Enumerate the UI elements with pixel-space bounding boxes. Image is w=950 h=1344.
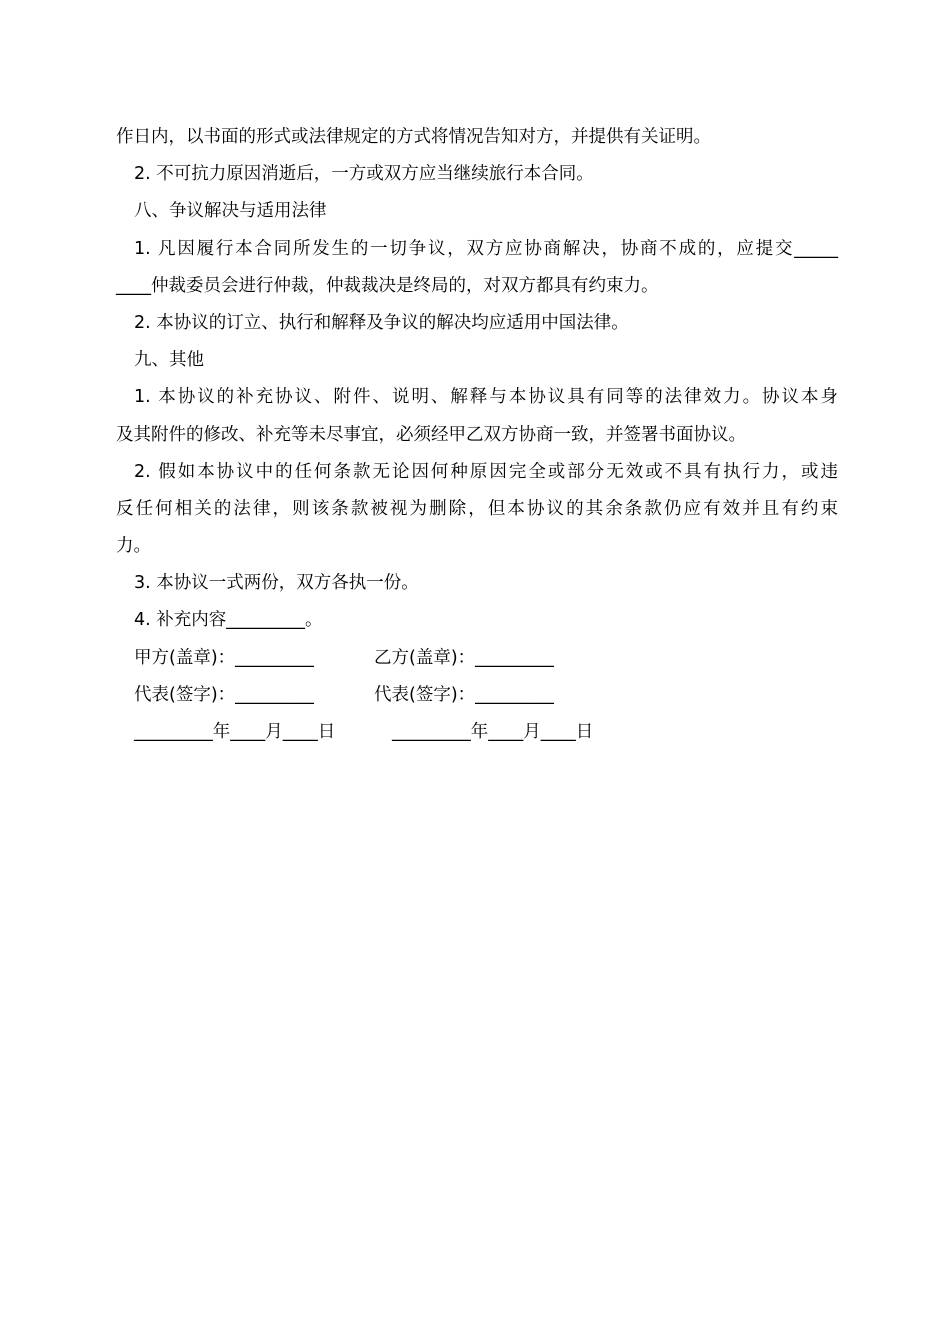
paragraph-line: 1. 本协议的补充协议、附件、说明、解释与本协议具有同等的法律效力。协议本身	[134, 387, 838, 408]
paragraph-line: 及其附件的修改、补充等未尽事宜，必须经甲乙双方协商一致，并签署书面协议。	[116, 424, 746, 445]
party-b-date: _________年____月____日	[392, 722, 594, 742]
paragraph-line: 4. 补充内容_________。	[134, 610, 323, 631]
paragraph-line: 作日内，以书面的形式或法律规定的方式将情况告知对方，并提供有关证明。	[116, 127, 711, 147]
party-a-seal: 甲方(盖章)：_________	[134, 647, 314, 668]
party-b-representative: 代表(签字)：_________	[374, 684, 554, 705]
section-heading: 八、争议解决与适用法律	[134, 201, 327, 222]
paragraph-line: 2. 假如本协议中的任何条款无论因何种原因完全或部分无效或不具有执行力，或违	[134, 461, 838, 482]
party-a-date: _________年____月____日	[134, 722, 336, 742]
paragraph-line: 1. 凡因履行本合同所发生的一切争议，双方应协商解决，协商不成的，应提交_____	[134, 238, 838, 259]
paragraph-line: 3. 本协议一式两份，双方各执一份。	[134, 573, 419, 594]
signature-row-seal	[116, 640, 838, 677]
paragraph-line: ____仲裁委员会进行仲裁，仲裁裁决是终局的，对双方都具有约束力。	[116, 275, 659, 296]
paragraph-line: 2. 本协议的订立、执行和解释及争议的解决均应适用中国法律。	[134, 312, 629, 333]
party-a-representative: 代表(签字)：_________	[134, 684, 314, 705]
signature-row-date	[116, 714, 838, 751]
document-body	[116, 119, 838, 751]
paragraph-line: 力。	[116, 536, 151, 557]
section-heading: 九、其他	[134, 350, 204, 371]
party-b-seal: 乙方(盖章)：_________	[374, 647, 554, 668]
paragraph-line: 2. 不可抗力原因消逝后，一方或双方应当继续旅行本合同。	[134, 164, 594, 185]
paragraph-line: 反任何相关的法律，则该条款被视为删除，但本协议的其余条款仍应有效并且有约束	[116, 498, 838, 519]
signature-row-representative	[116, 677, 838, 714]
